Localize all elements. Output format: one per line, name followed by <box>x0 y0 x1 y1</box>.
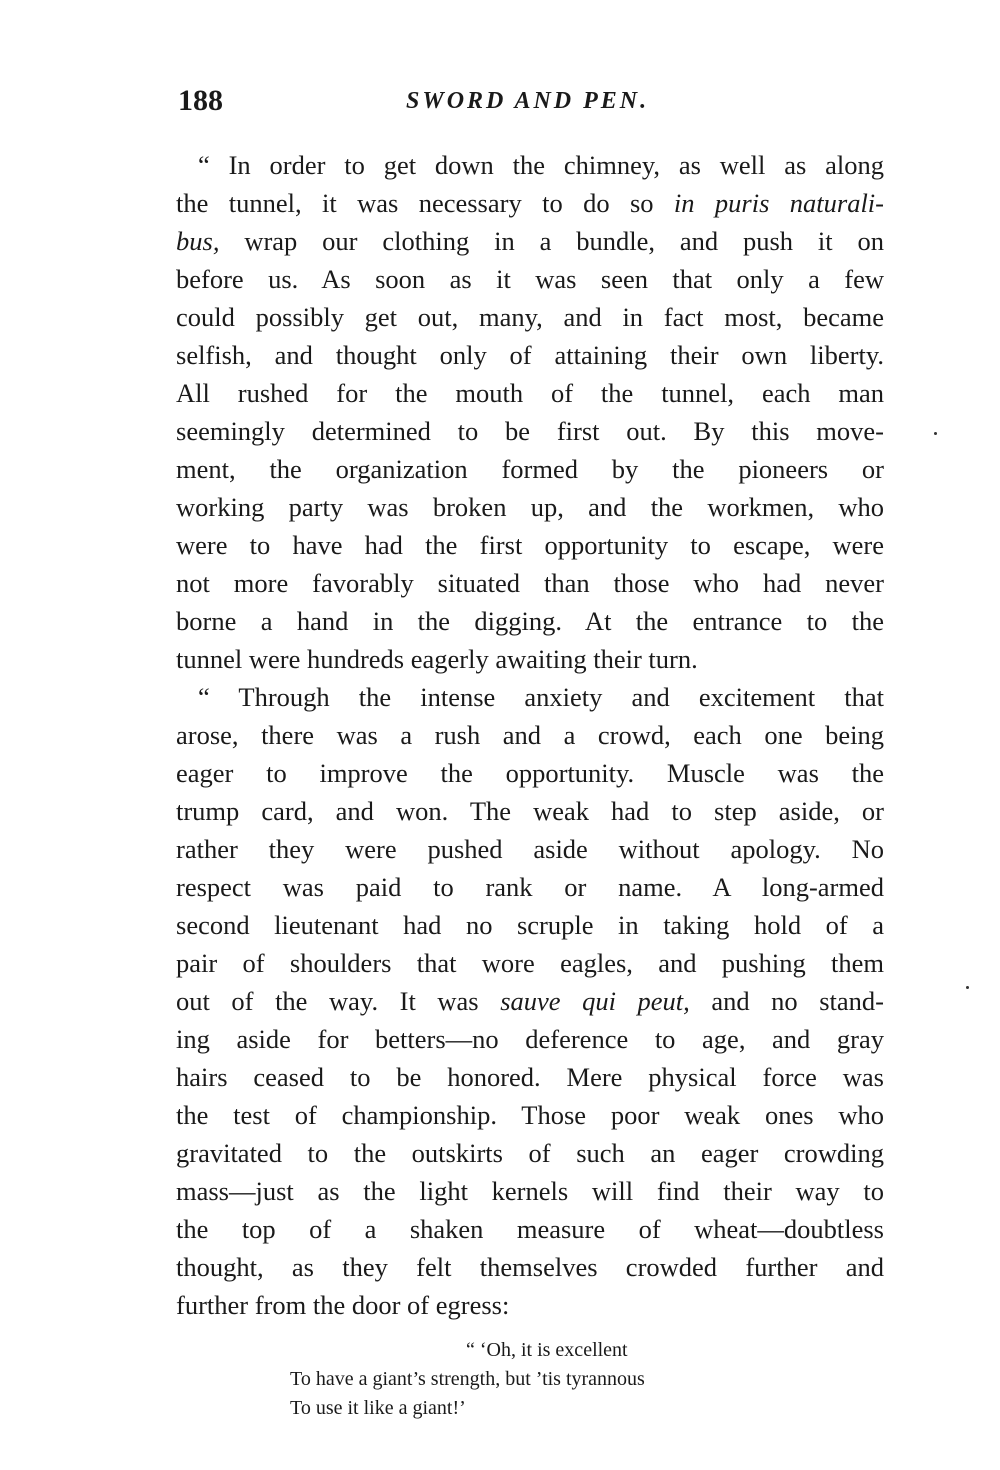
text-segment: “ In order to get down the chimney, as well as along <box>198 150 884 180</box>
text-segment: “ Through the intense anxiety and excitement that <box>198 682 884 712</box>
text-segment: borne a hand in the digging. At the entrance to the <box>176 606 884 636</box>
text-segment: All rushed for the mouth of the tunnel, each man <box>176 378 884 408</box>
verse-line: “ ‘Oh, it is excellent <box>466 1339 628 1361</box>
text-segment: seemingly determined to be first out. By this move- <box>176 416 884 446</box>
text-line <box>176 1058 884 1096</box>
text-segment: hairs ceased to be honored. Mere physical force was <box>176 1062 884 1092</box>
text-segment: the top of a shaken measure of wheat—doubtless <box>176 1214 884 1244</box>
text-segment: tunnel were hundreds eagerly awaiting their turn. <box>176 644 698 674</box>
running-head <box>178 84 888 124</box>
text-line <box>176 526 884 564</box>
text-segment: pair of shoulders that wore eagles, and pushing them <box>176 948 884 978</box>
text-line <box>176 602 884 640</box>
text-segment: mass—just as the light kernels will find their way to <box>176 1176 884 1206</box>
text-line <box>176 792 884 830</box>
text-segment: thought, as they felt themselves crowded further and <box>176 1252 884 1282</box>
text-line <box>176 146 884 184</box>
italic-phrase: bus, <box>176 226 220 256</box>
running-title: SWORD AND PEN. <box>406 88 650 114</box>
verse-quotation <box>290 1336 810 1423</box>
text-segment: wrap our clothing in a bundle, and push it on <box>219 226 884 256</box>
verse-line: To use it like a giant!’ <box>290 1397 466 1419</box>
text-line <box>176 260 884 298</box>
text-line <box>176 944 884 982</box>
text-segment: ment, the organization formed by the pioneers or <box>176 454 884 484</box>
text-segment: rather they were pushed aside without apology. No <box>176 834 884 864</box>
text-segment: working party was broken up, and the workmen, who <box>176 492 884 522</box>
text-segment: out of the way. It was <box>176 986 501 1016</box>
text-line <box>176 450 884 488</box>
text-line <box>176 298 884 336</box>
text-line <box>176 716 884 754</box>
body-text <box>176 146 884 1324</box>
text-line <box>176 1020 884 1058</box>
text-line <box>176 868 884 906</box>
text-line <box>176 488 884 526</box>
text-line <box>176 1096 884 1134</box>
text-segment: respect was paid to rank or name. A long-armed <box>176 872 884 902</box>
text-line <box>176 222 884 260</box>
text-line <box>176 830 884 868</box>
text-segment: could possibly get out, many, and in fact most, became <box>176 302 884 332</box>
print-speck <box>934 432 937 435</box>
text-line <box>176 336 884 374</box>
text-line <box>176 640 884 678</box>
text-segment: arose, there was a rush and a crowd, each one being <box>176 720 884 750</box>
text-line <box>176 1210 884 1248</box>
italic-phrase: in puris naturali- <box>673 188 884 218</box>
text-line <box>176 982 884 1020</box>
text-line <box>176 1248 884 1286</box>
text-segment: before us. As soon as it was seen that only a few <box>176 264 884 294</box>
text-segment: not more favorably situated than those who had never <box>176 568 884 598</box>
text-line <box>176 678 884 716</box>
text-segment: the tunnel, it was necessary to do so <box>176 188 674 218</box>
verse-line: To have a giant’s strength, but ’tis tyrannous <box>290 1368 645 1390</box>
text-segment: gravitated to the outskirts of such an eager crowding <box>176 1138 884 1168</box>
page-number: 188 <box>178 84 223 117</box>
text-line <box>176 412 884 450</box>
text-line <box>176 1172 884 1210</box>
text-segment: trump card, and won. The weak had to step aside, or <box>176 796 884 826</box>
print-speck <box>966 986 969 989</box>
text-line <box>176 1286 884 1324</box>
text-line <box>176 184 884 222</box>
italic-phrase: sauve qui peut, <box>500 986 690 1016</box>
text-line <box>176 1134 884 1172</box>
text-segment: eager to improve the opportunity. Muscle was the <box>176 758 884 788</box>
text-segment: ing aside for betters—no deference to age, and gray <box>176 1024 884 1054</box>
text-segment: were to have had the first opportunity to escape, were <box>176 530 884 560</box>
text-line <box>176 754 884 792</box>
text-line <box>176 564 884 602</box>
text-segment: the test of championship. Those poor weak ones who <box>176 1100 884 1130</box>
text-segment: and no stand- <box>689 986 885 1016</box>
text-segment: further from the door of egress: <box>176 1290 510 1320</box>
text-segment: selfish, and thought only of attaining their own liberty. <box>176 340 884 370</box>
text-line <box>176 374 884 412</box>
text-segment: second lieutenant had no scruple in taking hold of a <box>176 910 884 940</box>
text-line <box>176 906 884 944</box>
